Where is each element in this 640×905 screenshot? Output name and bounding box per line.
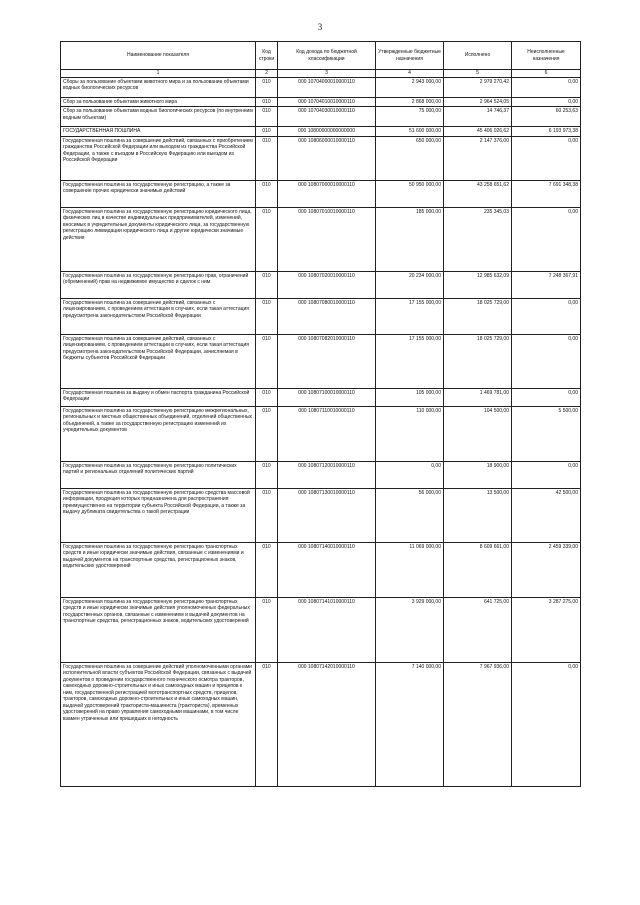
row-executed-amount: 43 258 651,62 [444,180,512,207]
row-executed-amount: 7 967 936,00 [444,662,512,786]
row-unexecuted-amount: 5 500,00 [512,406,581,461]
row-unexecuted-amount: 60 253,63 [512,107,581,127]
table-row [61,334,581,388]
table-row [61,107,581,127]
row-income-code: 000 10807142010000110 [278,662,376,786]
column-number: 6 [512,70,581,78]
row-approved-amount: 7 140 000,00 [376,662,444,786]
row-name: ГОСУДАРСТВЕННАЯ ПОШЛИНА [61,127,256,137]
row-line-code: 010 [256,97,278,107]
row-approved-amount: 51 600 000,00 [376,127,444,137]
column-number-row [61,70,581,78]
page-number: 3 [317,22,323,32]
row-name: Государственная пошлина за выдачу и обмен паспорта гражданина Российской Федерации [61,388,256,406]
row-income-code: 000 10704000010000110 [278,77,376,97]
row-executed-amount: 1 469 781,00 [444,388,512,406]
header-executed: Исполнено [444,42,512,70]
row-executed-amount: 45 406 026,62 [444,127,512,137]
table-body [61,77,581,786]
row-income-code: 000 10806000010000110 [278,136,376,180]
row-executed-amount: 18 025 729,00 [444,298,512,334]
row-approved-amount: 56 000,00 [376,488,444,542]
row-unexecuted-amount: 6 193 973,38 [512,127,581,137]
row-unexecuted-amount: 0,00 [512,298,581,334]
table-row [61,406,581,461]
row-approved-amount: 50 950 000,00 [376,180,444,207]
column-number: 5 [444,70,512,78]
table-row [61,488,581,542]
row-name: Государственная пошлина за государственную регистрацию средства массовой информации, продукция которых предназначена для распространения преимущественно на территории субъекта Российской Федерации, а также за выдачу дубликата свидетельства о такой регистрации [61,488,256,542]
column-number: 3 [278,70,376,78]
row-approved-amount: 0,00 [376,461,444,488]
row-executed-amount: 13 500,00 [444,488,512,542]
header-approved: Утвержденные бюджетные назначения [376,42,444,70]
row-line-code: 010 [256,406,278,461]
row-name: Государственная пошлина за государственную регистрацию транспортных средств и иные юридически значимые действия уполномоченных федеральных государственных органов, связанные с изменением и выдачей документов на транспортные средства, регистрационных знаков, водительских удостоверений [61,597,256,662]
row-approved-amount: 17 155 000,00 [376,298,444,334]
row-approved-amount: 11 069 000,00 [376,542,444,597]
row-executed-amount: 2 147 376,00 [444,136,512,180]
row-income-code: 000 10704030010000110 [278,107,376,127]
table-row [61,207,581,271]
row-approved-amount: 110 000,00 [376,406,444,461]
row-unexecuted-amount: 0,00 [512,334,581,388]
table-row [61,542,581,597]
row-executed-amount: 14 746,37 [444,107,512,127]
row-line-code: 010 [256,488,278,542]
row-income-code: 000 10800000000000000 [278,127,376,137]
row-name: Сбор за пользование объектами водных биологических ресурсов (по внутренним водным объектам) [61,107,256,127]
row-unexecuted-amount: 3 287 275,00 [512,597,581,662]
row-line-code: 010 [256,298,278,334]
row-line-code: 010 [256,334,278,388]
row-income-code: 000 10807020010000110 [278,271,376,298]
row-unexecuted-amount: 0,00 [512,77,581,97]
row-line-code: 010 [256,77,278,97]
row-line-code: 010 [256,180,278,207]
row-income-code: 000 10807010010000110 [278,207,376,271]
row-income-code: 000 10807100010000110 [278,388,376,406]
column-number: 4 [376,70,444,78]
row-line-code: 010 [256,597,278,662]
row-unexecuted-amount: 7 248 367,91 [512,271,581,298]
header-name: Наименование показателя [61,42,256,70]
header-unexecuted: Неисполненные назначения [512,42,581,70]
row-income-code: 000 10807110010000110 [278,406,376,461]
row-income-code: 000 10807000010000110 [278,180,376,207]
row-approved-amount: 2 943 000,00 [376,77,444,97]
row-line-code: 010 [256,662,278,786]
table-row [61,97,581,107]
row-line-code: 010 [256,136,278,180]
row-unexecuted-amount: 2 459 339,00 [512,542,581,597]
row-approved-amount: 2 868 000,00 [376,97,444,107]
table-row [61,136,581,180]
row-unexecuted-amount: 0,00 [512,662,581,786]
table-row [61,298,581,334]
table-row [61,77,581,97]
row-name: Государственная пошлина за государственную регистрацию межрегиональных, региональных и местных общественных объединений, отделений общественных объединений, а также за государственную регистрацию изменений их учредительных документов [61,406,256,461]
column-number: 2 [256,70,278,78]
row-unexecuted-amount: 7 691 348,38 [512,180,581,207]
row-approved-amount: 20 234 000,00 [376,271,444,298]
row-executed-amount: 235 345,03 [444,207,512,271]
budget-execution-table [60,41,581,787]
row-income-code: 000 10807120010000110 [278,461,376,488]
row-income-code: 000 10704010010000110 [278,97,376,107]
row-executed-amount: 2 979 270,42 [444,77,512,97]
row-unexecuted-amount: 42 500,00 [512,488,581,542]
table-row [61,180,581,207]
row-name: Государственная пошлина за государственную регистрацию прав, ограничений (обременений) прав на недвижимое имущество и сделок с ним [61,271,256,298]
row-line-code: 010 [256,388,278,406]
row-name: Государственная пошлина за государственную регистрацию политических партий и региональных отделений политических партий [61,461,256,488]
row-executed-amount: 104 500,00 [444,406,512,461]
row-approved-amount: 185 000,00 [376,207,444,271]
row-income-code: 000 10807080010000110 [278,298,376,334]
table-row [61,388,581,406]
column-number: 1 [61,70,256,78]
row-executed-amount: 641 725,00 [444,597,512,662]
row-unexecuted-amount: 0,00 [512,388,581,406]
row-unexecuted-amount: 0,00 [512,207,581,271]
row-name: Сборы за пользование объектами животного мира и за пользование объектами водных биологических ресурсов [61,77,256,97]
row-income-code: 000 10807130010000110 [278,488,376,542]
table-row [61,271,581,298]
table-row [61,127,581,137]
row-name: Государственная пошлина за совершение действий, связанных с приобретением гражданства Российской Федерации или выходом из гражданства Российской Федерации, а также с въездом в Российскую Федерацию или выездом из Российской Федерации [61,136,256,180]
header-income-code: Код дохода по бюджетной классификации [278,42,376,70]
row-income-code: 000 10807141010000110 [278,597,376,662]
row-executed-amount: 18 900,00 [444,461,512,488]
row-approved-amount: 650 000,00 [376,136,444,180]
row-unexecuted-amount: 0,00 [512,97,581,107]
row-name: Государственная пошлина за государственную регистрацию юридического лица, физических лиц в качестве индивидуальных предпринимателей, изменений, вносимых в учредительные документы юридического лица, за государственную регистрацию ликвидации юридического лица и другие юридически значимые действия [61,207,256,271]
row-name: Государственная пошлина за государственную регистрацию транспортных средств и иные юридически значимые действия, связанные с изменениями и выдачей документов на транспортные средства, регистрационных знаков, водительских удостоверений [61,542,256,597]
row-line-code: 010 [256,127,278,137]
row-approved-amount: 75 000,00 [376,107,444,127]
table-row [61,597,581,662]
row-executed-amount: 8 609 661,00 [444,542,512,597]
header-line-code: Код строки [256,42,278,70]
row-line-code: 010 [256,542,278,597]
row-approved-amount: 105 000,00 [376,388,444,406]
row-line-code: 010 [256,461,278,488]
row-name: Государственная пошлина за государственную регистрацию, а также за совершение прочих юридически значимых действий [61,180,256,207]
row-income-code: 000 10807082010000110 [278,334,376,388]
row-income-code: 000 10807140010000110 [278,542,376,597]
row-name: Государственная пошлина за совершение действий, связанных с лицензированием, с проведением аттестации в случаях, если такая аттестация предусмотрена законодательством Российской Федерации, зачисляемая в бюджеты субъектов Российской Федерации [61,334,256,388]
row-line-code: 010 [256,107,278,127]
row-executed-amount: 18 025 729,00 [444,334,512,388]
row-name: Сбор за пользование объектами животного мира [61,97,256,107]
row-line-code: 010 [256,207,278,271]
row-line-code: 010 [256,271,278,298]
row-executed-amount: 2 964 524,05 [444,97,512,107]
table-header-row [61,42,581,70]
row-unexecuted-amount: 0,00 [512,136,581,180]
row-approved-amount: 3 929 000,00 [376,597,444,662]
row-executed-amount: 12 985 632,09 [444,271,512,298]
row-name: Государственная пошлина за совершение действий уполномоченными органами исполнительной власти субъектов Российской Федерации, связанных с выдачей документов о проведении государственного технического осмотра тракторов, самоходных дорожно-строительных и иных самоходных машин и прицепов к ним, государственной регистрацией мототранспортных средств, прицепов, тракторов, самоходных дорожно-строительных и иных самоходных машин, выдачей удостоверений тракториста-машиниста (тракториста), временных удостоверений на право управления самоходными машинами, в том числе взамен утраченных или пришедших в негодность [61,662,256,786]
row-unexecuted-amount: 0,00 [512,461,581,488]
row-name: Государственная пошлина за совершение действий, связанных с лицензированием, с проведением аттестации в случаях, если такая аттестация предусмотрена законодательством Российской Федерации [61,298,256,334]
table-row [61,662,581,786]
row-approved-amount: 17 155 000,00 [376,334,444,388]
table-row [61,461,581,488]
